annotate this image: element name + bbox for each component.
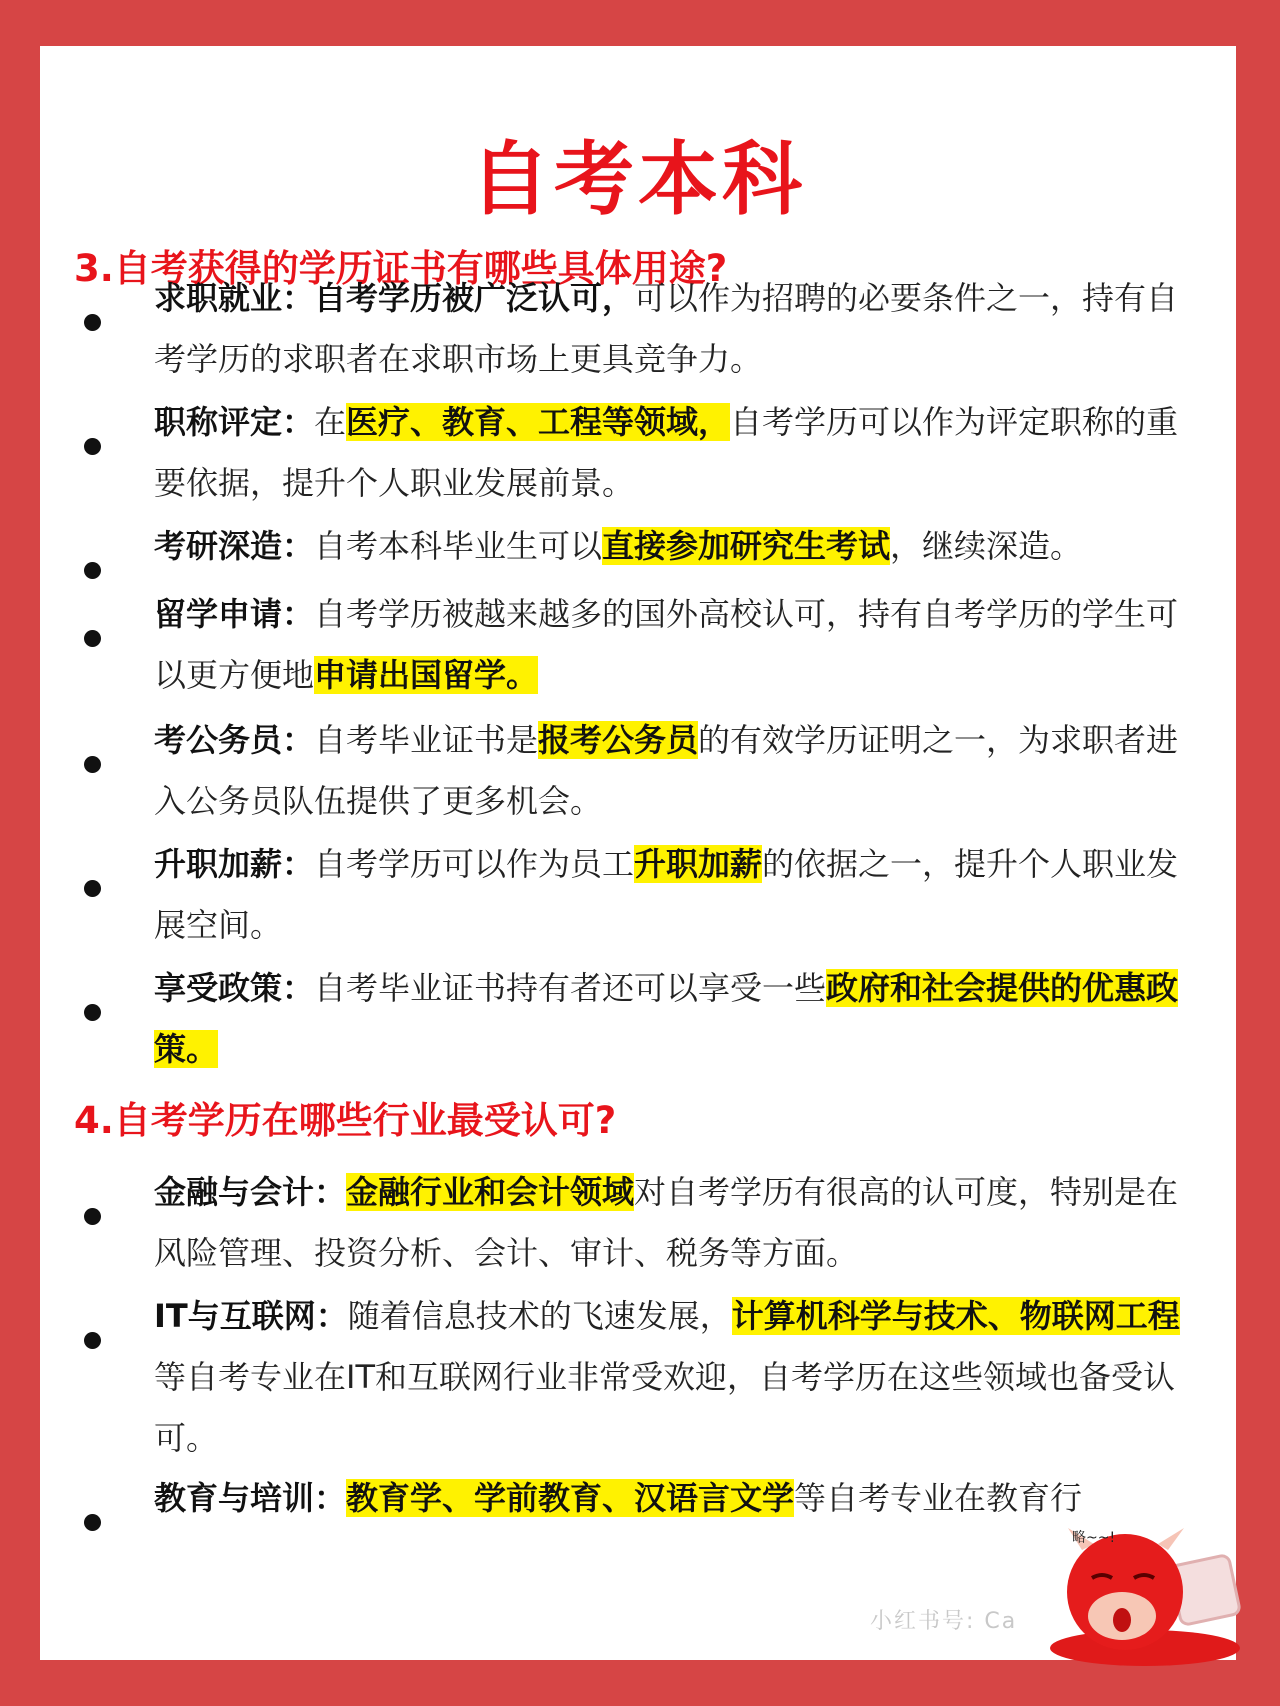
bullet-icon xyxy=(84,562,101,579)
item-highlight: 申请出国留学。 xyxy=(314,656,539,694)
item-label: 职称评定： xyxy=(154,403,315,441)
item-text: 的有效学历证明之一，为求职者进入公务员队伍提供了更多机会。 xyxy=(154,721,1179,820)
section-4-heading: 4.自考学历在哪些行业最受认可? xyxy=(74,1099,617,1142)
bullet-icon xyxy=(84,438,101,455)
item-label: 留学申请： xyxy=(154,595,315,633)
item-text: 等自考专业在教育行 xyxy=(794,1479,1083,1517)
bullet-icon xyxy=(84,630,101,647)
list-item-postgrad xyxy=(74,516,1214,577)
list-item-it xyxy=(74,1286,1214,1469)
item-text: 自考本科毕业生可以 xyxy=(314,527,603,565)
item-text: 随着信息技术的飞速发展， xyxy=(347,1297,732,1335)
mascot-speech: 略~~! xyxy=(1072,1530,1116,1546)
item-highlight: 计算机科学与技术、物联网工程 xyxy=(731,1297,1180,1335)
list-item-job xyxy=(74,268,1214,390)
item-highlight: 升职加薪 xyxy=(634,845,763,883)
item-label: 教育与培训： xyxy=(154,1479,347,1517)
item-label: 考研深造： xyxy=(154,527,315,565)
item-text: 自考毕业证书持有者还可以享受一些 xyxy=(314,969,827,1007)
list-item-finance xyxy=(74,1162,1214,1284)
item-label: 升职加薪： xyxy=(154,845,315,883)
item-bold: 自考学历被广泛认可， xyxy=(314,279,635,317)
item-highlight: 金融行业和会计领域 xyxy=(346,1173,635,1211)
item-text: 在 xyxy=(314,403,347,441)
list-item-policy xyxy=(74,958,1214,1080)
bullet-icon xyxy=(84,1332,101,1349)
list-item-title-evaluation xyxy=(74,392,1214,514)
section-3-heading: 3.自考获得的学历证书有哪些具体用途? xyxy=(74,247,728,290)
item-highlight: 政府和社会提供的优惠政策。 xyxy=(154,969,1179,1068)
list-item-study-abroad xyxy=(74,584,1214,706)
item-text: 自考毕业证书是 xyxy=(314,721,539,759)
item-label: 求职就业： xyxy=(154,279,315,317)
bullet-icon xyxy=(84,1208,101,1225)
item-highlight: 报考公务员 xyxy=(538,721,699,759)
bullet-icon xyxy=(84,1514,101,1531)
item-highlight: 教育学、学前教育、汉语言文学 xyxy=(346,1479,795,1517)
item-highlight: 医疗、教育、工程等领域， xyxy=(346,403,731,441)
item-text: ，继续深造。 xyxy=(890,527,1083,565)
list-item-civil-service xyxy=(74,710,1214,832)
watermark: 小红书号: Ca xyxy=(870,1609,1018,1634)
item-label: IT与互联网： xyxy=(154,1297,348,1335)
item-text: 等自考专业在IT和互联网行业非常受欢迎，自考学历在这些领域也备受认可。 xyxy=(154,1358,1175,1457)
item-label: 考公务员： xyxy=(154,721,315,759)
bull-mascot-icon xyxy=(1050,1520,1250,1670)
bullet-icon xyxy=(84,314,101,331)
list-item-promotion xyxy=(74,834,1214,956)
bullet-icon xyxy=(84,880,101,897)
item-text: 可以作为招聘的必要条件之一，持有自考学历的求职者在求职市场上更具竞争力。 xyxy=(154,279,1179,378)
content-card xyxy=(40,46,1236,1660)
bullet-icon xyxy=(84,756,101,773)
item-label: 金融与会计： xyxy=(154,1173,347,1211)
item-text: 对自考学历有很高的认可度，特别是在风险管理、投资分析、会计、审计、税务等方面。 xyxy=(154,1173,1179,1272)
item-label: 享受政策： xyxy=(154,969,315,1007)
item-text: 自考学历可以作为员工 xyxy=(314,845,635,883)
item-text: 的依据之一，提升个人职业发展空间。 xyxy=(154,845,1179,944)
page-title: 自考本科 xyxy=(470,133,806,226)
mascot-sticker xyxy=(1050,1520,1250,1674)
item-text: 自考学历可以作为评定职称的重要依据，提升个人职业发展前景。 xyxy=(154,403,1179,502)
item-highlight: 直接参加研究生考试 xyxy=(602,527,891,565)
bullet-icon xyxy=(84,1004,101,1021)
item-text: 自考学历被越来越多的国外高校认可，持有自考学历的学生可以更方便地 xyxy=(154,595,1179,694)
list-item-education xyxy=(74,1468,1214,1529)
